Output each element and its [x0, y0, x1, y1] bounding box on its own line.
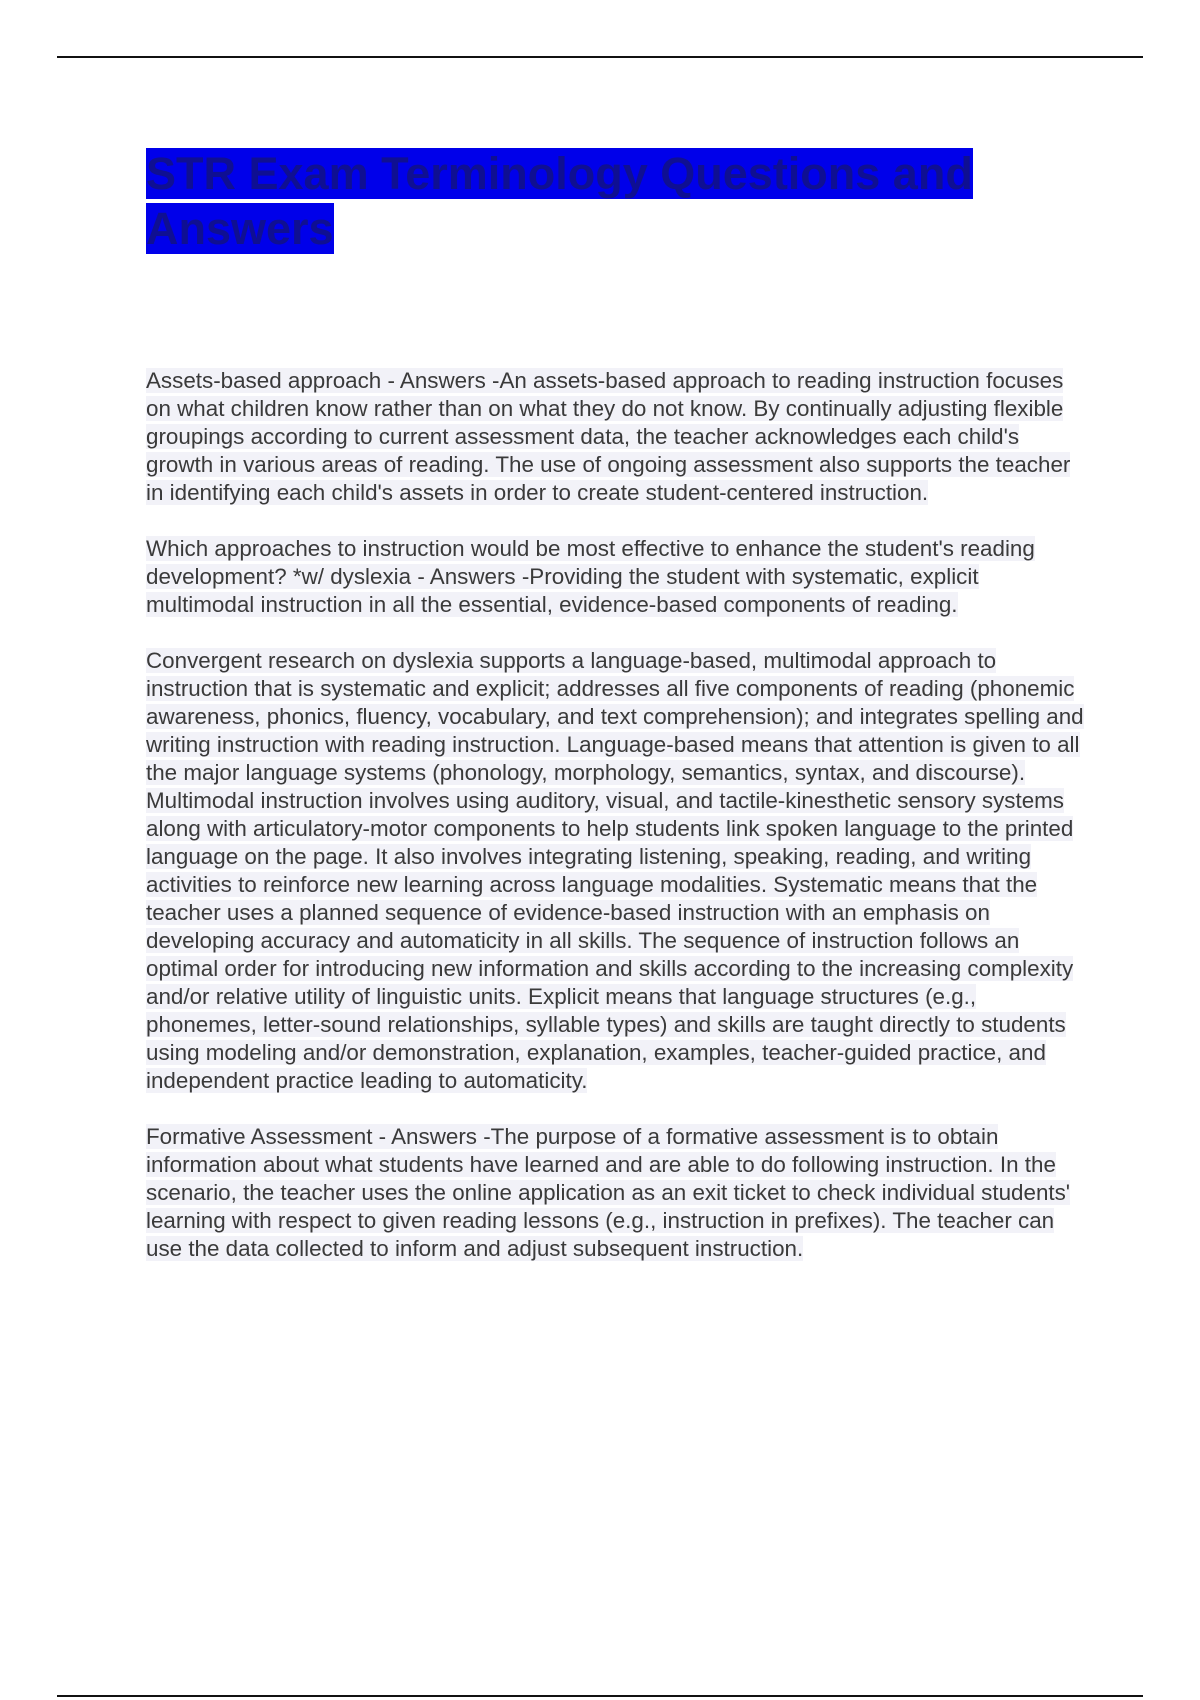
- document-body: [146, 367, 1091, 1291]
- page-title-text: STR Exam Terminology Questions and Answers: [146, 148, 973, 254]
- header-rule: [57, 56, 1143, 58]
- paragraph-text: Assets-based approach - Answers -An assets-based approach to reading instruction focuses on what children know rather than on what they do not know. By continually adjusting flexible groupings according to current assessment data, the teacher acknowledges each child's growth in various areas of reading. The use of ongoing assessment also supports the teacher in identifying each child's assets in order to create student-centered instruction.: [146, 368, 1071, 505]
- paragraph-assets-based-approach: [146, 367, 1091, 507]
- paragraph-convergent-research: [146, 647, 1091, 1095]
- footer-rule: [57, 1695, 1143, 1697]
- paragraph-text: Which approaches to instruction would be most effective to enhance the student's reading development? *w/ dyslexia - Answers -Providing the student with systematic, explicit multimodal instruction in all the essential, evidence-based components of reading.: [146, 536, 1035, 617]
- page-title: [146, 146, 1046, 256]
- paragraph-formative-assessment: [146, 1123, 1091, 1263]
- paragraph-text: Formative Assessment - Answers -The purpose of a formative assessment is to obtain information about what students have learned and are able to do following instruction. In the scenario, the teacher uses the online application as an exit ticket to check individual students' learning with respect to given reading lessons (e.g., instruction in prefixes). The teacher can use the data collected to inform and adjust subsequent instruction.: [146, 1124, 1071, 1261]
- paragraph-dyslexia-instruction: [146, 535, 1091, 619]
- paragraph-text: Convergent research on dyslexia supports a language-based, multimodal approach to instruction that is systematic and explicit; addresses all five components of reading (phonemic awareness, phonics, fluency, vocabulary, and text comprehension); and integrates spelling and writing instruction with reading instruction. Language-based means that attention is given to all the major language systems (phonology, morphology, semantics, syntax, and discourse). Multimodal instruction involves using auditory, visual, and tactile-kinesthetic sensory systems along with articulatory-motor components to help students link spoken language to the printed language on the page. It also involves integrating listening, speaking, reading, and writing activities to reinforce new learning across language modalities. Systematic means that the teacher uses a planned sequence of evidence-based instruction with an emphasis on developing accuracy and automaticity in all skills. The sequence of instruction follows an optimal order for introducing new information and skills according to the increasing complexity and/or relative utility of linguistic units. Explicit means that language structures (e.g., phonemes, letter-sound relationships, syllable types) and skills are taught directly to students using modeling and/or demonstration, explanation, examples, teacher-guided practice, and independent practice leading to automaticity.: [146, 648, 1084, 1093]
